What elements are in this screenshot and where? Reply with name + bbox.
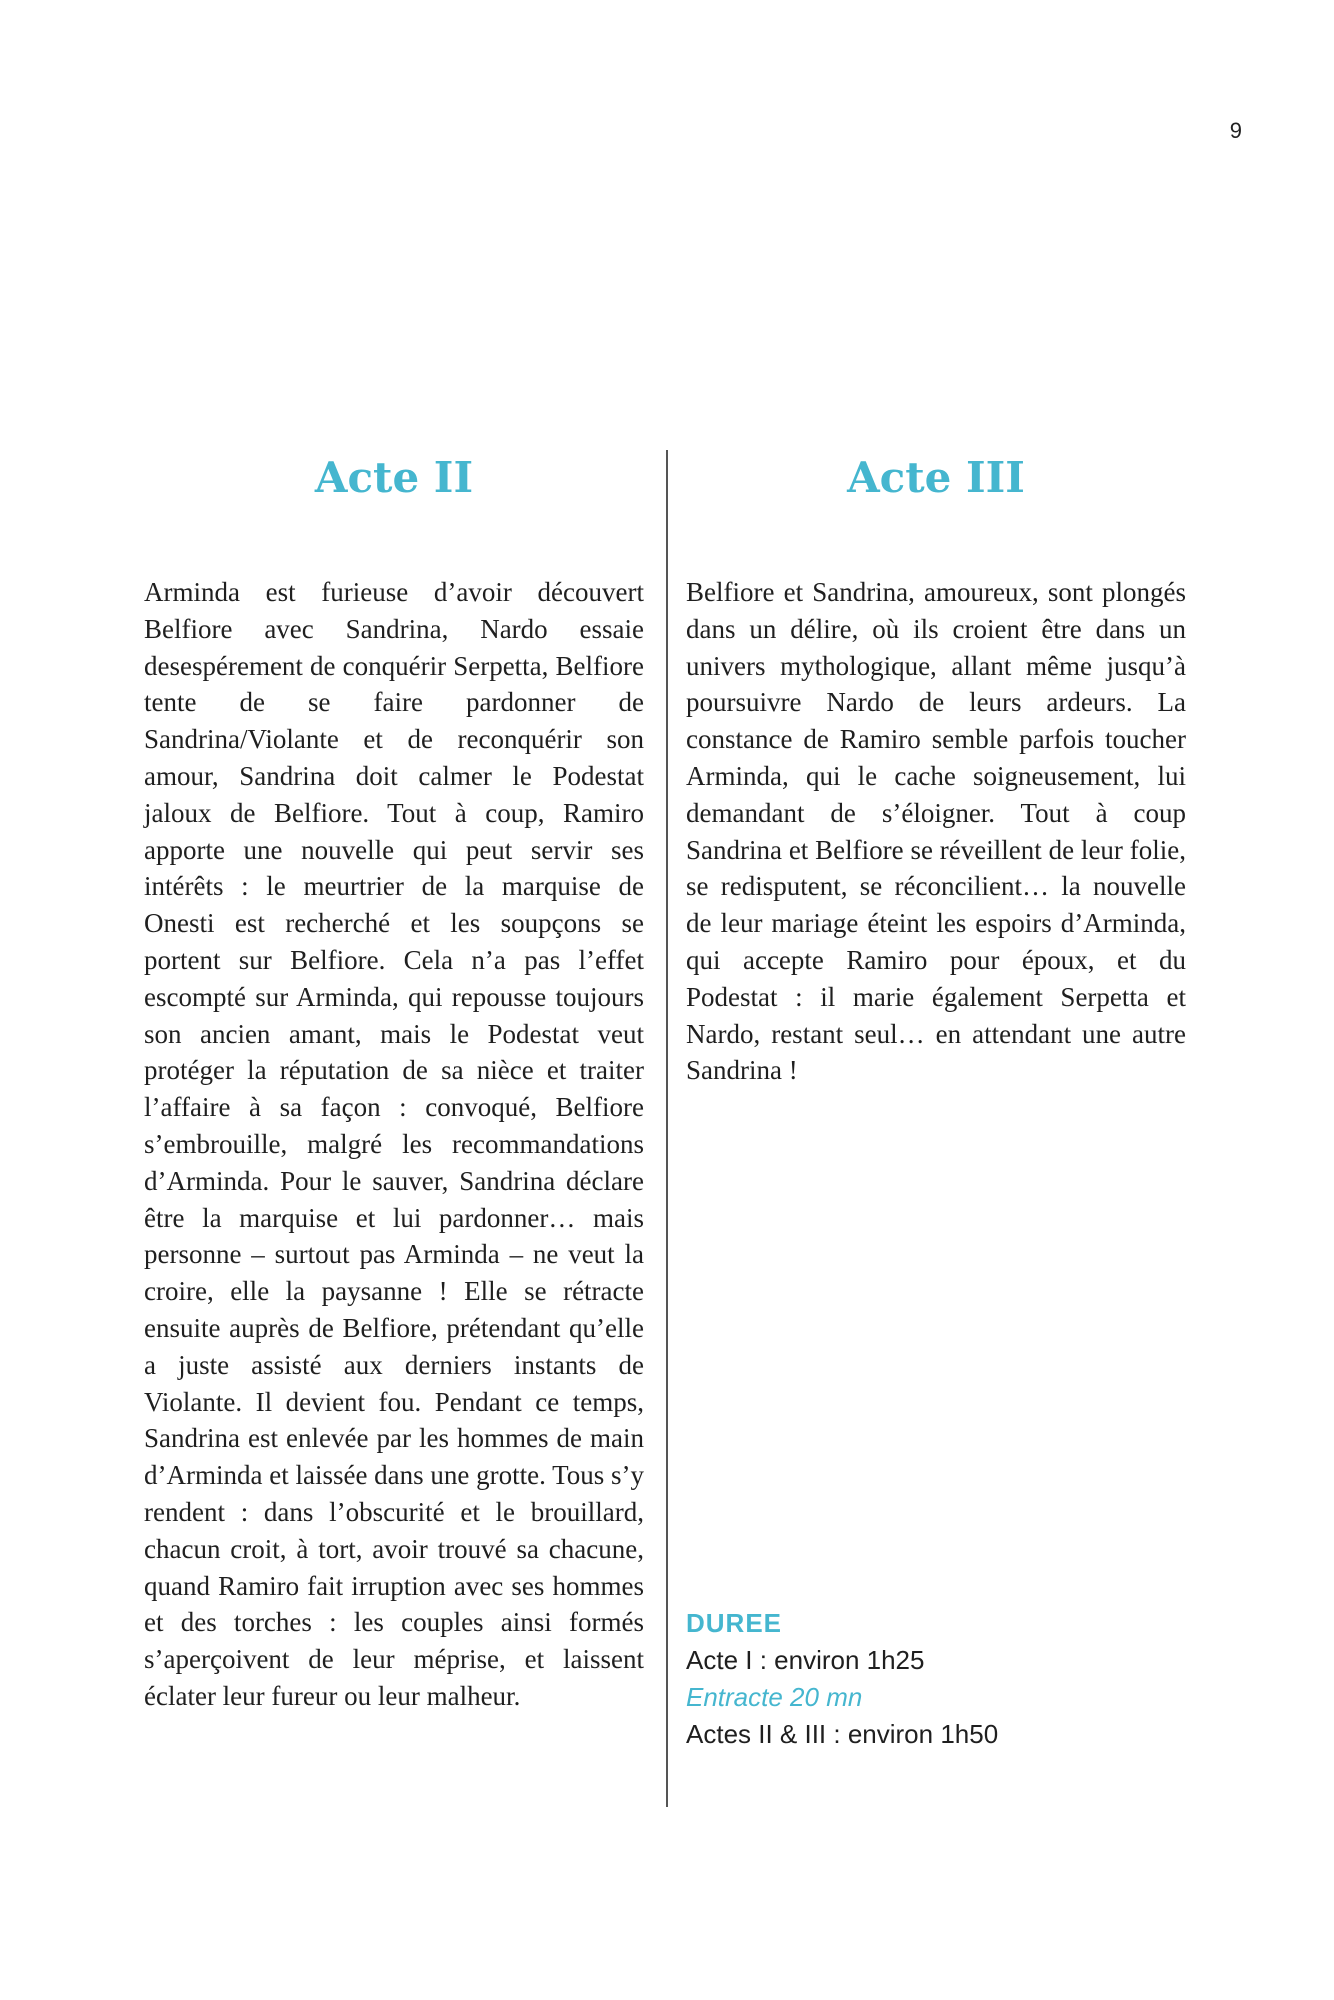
- act-2-column: [144, 448, 644, 1715]
- duration-title: DUREE: [686, 1608, 783, 1638]
- duration-acts-2-3: Actes II & III : environ 1h50: [686, 1719, 999, 1749]
- page-number: 9: [1229, 118, 1242, 143]
- act-3-title: Acte III: [847, 453, 1025, 502]
- duration-block: [686, 1605, 998, 1753]
- act-3-synopsis: Belfiore et Sandrina, amoureux, sont plongés dans un délire, où ils croient être dans un univers mythologique, allant même jusqu’à poursuivre Nardo de leurs ardeurs. La constance de Ramiro semble parfois toucher Arminda, qui le cache soigneusement, lui demandant de s’éloigner. Tout à coup Sandrina et Belfiore se réveillent de leur folie, se redisputent, se réconcilient… la nouvelle de leur mariage éteint les espoirs d’Arminda, qui accepte Ramiro pour époux, et du Podestat : il marie également Serpetta et Nardo, restant seul… en attendant une autre Sandrina !: [686, 577, 1186, 1086]
- act-3-column: [686, 448, 1186, 1089]
- duration-intermission: Entracte 20 mn: [686, 1682, 863, 1712]
- act-2-synopsis: Arminda est furieuse d’avoir découvert Belfiore avec Sandrina, Nardo essaie desespérement de conquérir Serpetta, Belfiore tente de se faire pardonner de Sandrina/Violante et de reconquérir son amour, Sandrina doit calmer le Podestat jaloux de Belfiore. Tout à coup, Ramiro apporte une nouvelle qui peut servir ses intérêts : le meurtrier de la marquise de Onesti est recherché et les soupçons se portent sur Belfiore. Cela n’a pas l’effet escompté sur Arminda, qui repousse toujours son ancien amant, mais le Podestat veut protéger la réputation de sa nièce et traiter l’affaire à sa façon : convoqué, Belfiore s’embrouille, malgré les recommandations d’Arminda. Pour le sauver, Sandrina déclare être la marquise et lui pardonner… mais personne – surtout pas Arminda – ne veut la croire, elle la paysanne ! Elle se rétracte ensuite auprès de Belfiore, prétendant qu’elle a juste assisté aux derniers instants de Violante. Il devient fou. Pendant ce temps, Sandrina est enlevée par les hommes de main d’Arminda et laissée dans une grotte. Tous s’y rendent : dans l’obscurité et le brouillard, chacun croit, à tort, avoir trouvé sa chacune, quand Ramiro fait irruption avec ses hommes et des torches : les couples ainsi formés s’aperçoivent de leur méprise, et laissent éclater leur fureur ou leur malheur.: [144, 577, 645, 1711]
- act-2-title: Acte II: [314, 453, 474, 502]
- column-divider: [666, 450, 668, 1807]
- duration-act-1: Acte I : environ 1h25: [686, 1645, 925, 1675]
